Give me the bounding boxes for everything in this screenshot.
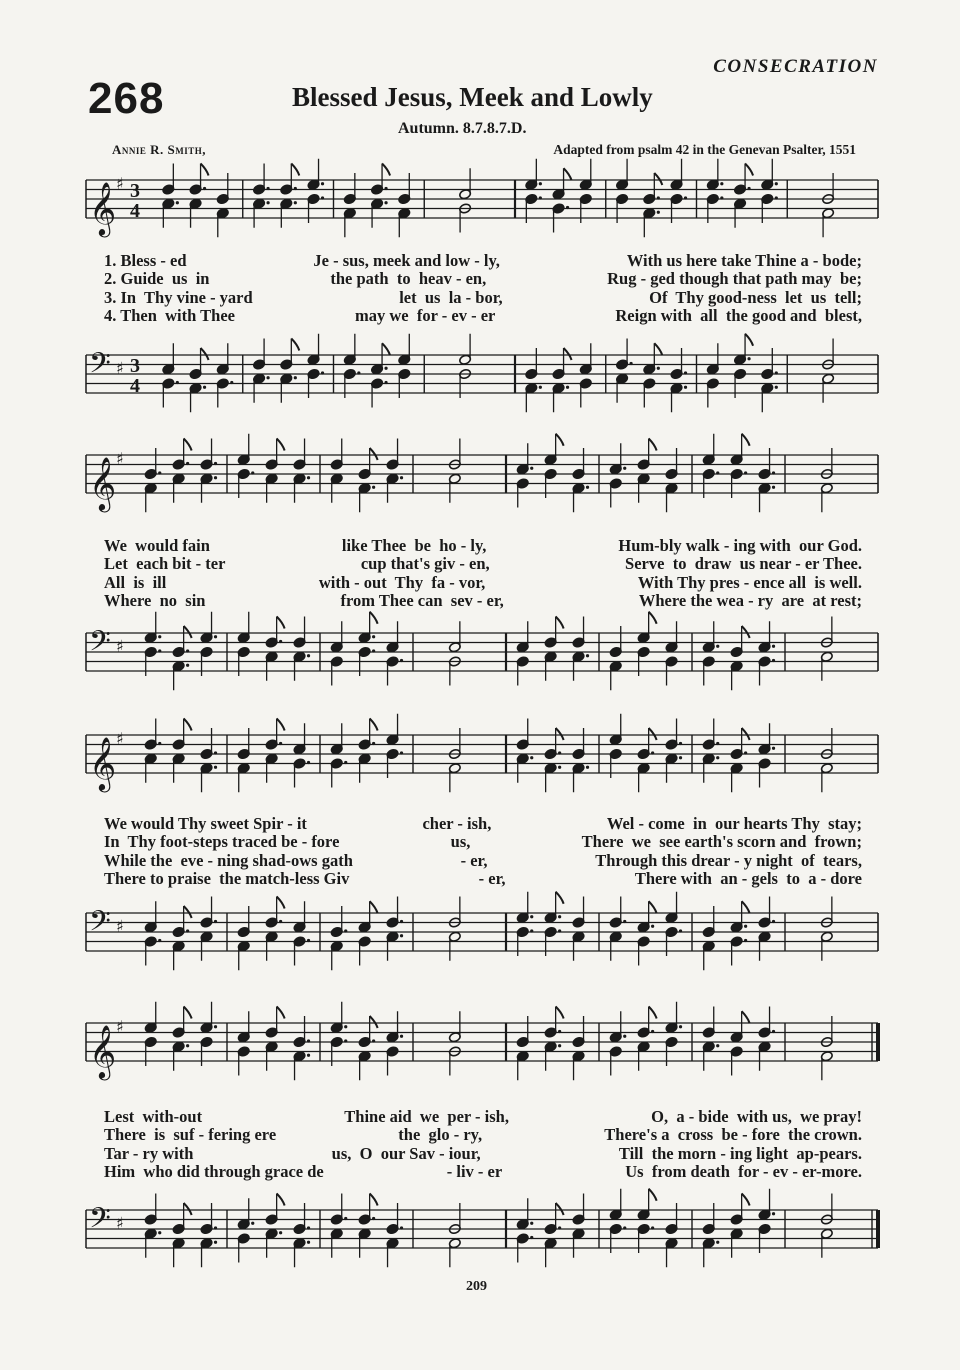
dot <box>400 751 403 754</box>
dot <box>684 386 687 389</box>
note-flag <box>556 892 564 904</box>
dot <box>186 1044 189 1047</box>
composer-credit: Adapted from psalm 42 in the Genevan Psalter, 1551 <box>553 142 856 157</box>
dot <box>623 920 626 923</box>
lyric-line: Lest with-out Thine aid we per - ish, O, a - bide with us, we pray! <box>104 1107 862 1126</box>
lyric-line: 2. Guide us in the path to heav - en, Rug - ged though that path may be; <box>104 269 862 289</box>
dot <box>400 1035 403 1038</box>
dot <box>716 1044 719 1047</box>
dot <box>344 929 347 932</box>
note-flag <box>654 173 662 185</box>
bass-staff-system-4 <box>0 1201 960 1270</box>
dot <box>772 659 775 662</box>
dot <box>716 1241 719 1244</box>
dot <box>344 761 347 764</box>
dot <box>775 182 778 185</box>
note-flag <box>564 348 572 360</box>
dot <box>586 486 589 489</box>
note-flag <box>291 339 299 351</box>
lyric-line: All is ill with - out Thy fa - vor, With Thy pres - ence all is well. <box>104 572 862 592</box>
note-flag <box>184 906 192 918</box>
time-signature-bottom: 4 <box>130 375 140 397</box>
dot <box>657 196 660 199</box>
dot <box>176 381 179 384</box>
dot <box>772 471 775 474</box>
note-flag <box>370 448 378 460</box>
lyric-line: 3. In Thy vine - yard let us la - bor, Of Thy good-ness let us tell; <box>104 287 862 307</box>
dot <box>214 1226 217 1229</box>
dot <box>651 1226 654 1229</box>
note-flag <box>742 901 750 913</box>
dot <box>629 362 632 365</box>
sharp-icon: ♯ <box>116 728 124 748</box>
dot <box>321 196 324 199</box>
lyric-line: There to praise the match-less Giv - er, There with an - gels to a - dore <box>104 868 862 888</box>
dot <box>307 939 310 942</box>
dot <box>214 920 217 923</box>
note-flag <box>184 439 192 451</box>
note-flag <box>556 728 564 740</box>
dot <box>384 187 387 190</box>
note-flag <box>382 164 390 176</box>
lyric-line: There is suf - fering ere the glo - ry, There's a cross be - fore the crown. <box>104 1125 862 1145</box>
lyric-line: Let each bit - ter cup that's giv - en, Serve to draw us near - er Thee. <box>104 554 862 574</box>
dot <box>747 187 750 190</box>
dot <box>321 371 324 374</box>
dot <box>279 1231 282 1234</box>
dot <box>372 1217 375 1220</box>
dot <box>400 1226 403 1229</box>
dot <box>623 467 626 470</box>
dot <box>772 645 775 648</box>
dot <box>203 187 206 190</box>
sharp-icon: ♯ <box>116 358 124 378</box>
note-flag <box>742 1011 750 1023</box>
dot <box>158 635 161 638</box>
note-flag <box>649 1189 657 1201</box>
dot <box>307 476 310 479</box>
note-flag <box>370 612 378 624</box>
dot <box>775 196 778 199</box>
dot <box>744 939 747 942</box>
time-signature-top: 3 <box>130 180 140 202</box>
dot <box>251 471 254 474</box>
dot <box>384 201 387 204</box>
dot <box>186 664 189 667</box>
dot <box>307 1241 310 1244</box>
bass-staff-system-1 <box>0 346 960 415</box>
bass-staff-system-3 <box>0 904 960 973</box>
note-flag <box>370 1194 378 1206</box>
bass-staff-system-2 <box>0 624 960 693</box>
note-flag <box>370 719 378 731</box>
dot <box>279 640 282 643</box>
dot <box>720 196 723 199</box>
dot <box>158 742 161 745</box>
lyrics-system-3 <box>104 815 862 888</box>
dot <box>372 486 375 489</box>
dot <box>158 939 161 942</box>
dot <box>623 1226 626 1229</box>
dot <box>307 1039 310 1042</box>
bass-clef-icon: 𝄢 <box>89 1201 111 1242</box>
dot <box>186 929 189 932</box>
note-flag <box>201 348 209 360</box>
dot <box>586 654 589 657</box>
dot <box>384 367 387 370</box>
note-flag <box>564 168 572 180</box>
dot <box>294 187 297 190</box>
note-flag <box>556 617 564 629</box>
note-flag <box>654 343 662 355</box>
note-flag <box>742 1194 750 1206</box>
dot <box>158 649 161 652</box>
author-credit: Annie R. Smith, <box>112 142 207 157</box>
dot <box>214 766 217 769</box>
dot <box>586 766 589 769</box>
dot <box>176 201 179 204</box>
dot <box>744 471 747 474</box>
dot <box>684 371 687 374</box>
dot <box>344 1217 347 1220</box>
note-flag <box>291 164 299 176</box>
time-signature-bottom: 4 <box>130 200 140 222</box>
lyric-line: Tar - ry with us, O our Sav - iour, Till the morn - ing light ap-pears. <box>104 1143 862 1163</box>
dot <box>158 1231 161 1234</box>
treble-clef-icon: 𝄞 <box>89 456 117 510</box>
dot <box>679 742 682 745</box>
note-flag <box>184 1007 192 1019</box>
dot <box>744 925 747 928</box>
sharp-icon: ♯ <box>116 173 124 193</box>
dot <box>716 756 719 759</box>
note-flag <box>277 1194 285 1206</box>
dot <box>186 462 189 465</box>
dot <box>344 1039 347 1042</box>
dot <box>186 649 189 652</box>
dot <box>530 1236 533 1239</box>
dot <box>307 761 310 764</box>
note-flag <box>277 897 285 909</box>
dot <box>400 659 403 662</box>
dot <box>657 211 660 214</box>
note-flag <box>184 719 192 731</box>
dot <box>530 915 533 918</box>
lyric-line: While the eve - ning shad-ows gath - er, Through this drear - y night of tears, <box>104 850 862 870</box>
dot <box>651 1030 654 1033</box>
sharp-icon: ♯ <box>116 1213 124 1233</box>
dot <box>307 1054 310 1057</box>
dot <box>679 756 682 759</box>
lyrics-system-2 <box>104 537 862 610</box>
lyric-line: 1. Bless - ed Je - sus, meek and low - ly, With us here take Thine a - bode; <box>104 251 862 270</box>
dot <box>344 1025 347 1028</box>
dot <box>558 1226 561 1229</box>
treble-clef-icon: 𝄞 <box>89 1024 117 1078</box>
lyric-line: We would Thy sweet Spir - it cher - ish, Wel - come in our hearts Thy stay; <box>104 814 862 833</box>
note-flag <box>184 1203 192 1215</box>
dot <box>716 645 719 648</box>
dot <box>716 742 719 745</box>
dot <box>372 649 375 652</box>
bass-clef-icon: 𝄢 <box>89 346 111 387</box>
lyric-line: Where no sin from Thee can sev - er, Where the wea - ry are at rest; <box>104 590 862 610</box>
dot <box>214 476 217 479</box>
lyrics-system-1 <box>104 252 862 325</box>
dot <box>775 371 778 374</box>
dot <box>772 1212 775 1215</box>
note-flag <box>649 439 657 451</box>
dot <box>400 934 403 937</box>
note-flag <box>745 334 753 346</box>
note-flag <box>370 1016 378 1028</box>
dot <box>230 381 233 384</box>
dot <box>679 1025 682 1028</box>
sharp-icon: ♯ <box>116 916 124 936</box>
dot <box>539 386 542 389</box>
dot <box>158 471 161 474</box>
dot <box>558 766 561 769</box>
hymn-title: Blessed Jesus, Meek and Lowly <box>292 82 653 112</box>
dot <box>321 182 324 185</box>
dot <box>530 756 533 759</box>
dot <box>384 381 387 384</box>
dot <box>651 751 654 754</box>
treble-clef-icon: 𝄞 <box>89 736 117 790</box>
note-flag <box>556 434 564 446</box>
note-flag <box>742 626 750 638</box>
note-flag <box>201 164 209 176</box>
dot <box>279 920 282 923</box>
note-flag <box>649 612 657 624</box>
dot <box>744 751 747 754</box>
bass-clef-icon: 𝄢 <box>89 624 111 665</box>
dot <box>530 929 533 932</box>
dot <box>266 376 269 379</box>
dot <box>651 925 654 928</box>
dot <box>372 1039 375 1042</box>
dot <box>558 751 561 754</box>
category-heading: CONSECRATION <box>713 56 878 77</box>
hymn-number: 268 <box>88 74 165 123</box>
dot <box>566 206 569 209</box>
note-flag <box>277 617 285 629</box>
dot <box>251 1222 254 1225</box>
dot <box>720 182 723 185</box>
note-flag <box>184 626 192 638</box>
dot <box>214 1241 217 1244</box>
sharp-icon: ♯ <box>116 1016 124 1036</box>
dot <box>684 196 687 199</box>
dot <box>307 1226 310 1229</box>
dot <box>203 386 206 389</box>
time-signature-top: 3 <box>130 355 140 377</box>
dot <box>214 1025 217 1028</box>
dot <box>214 751 217 754</box>
lyric-line: We would fain like Thee be ho - ly, Hum-bly walk - ing with our God. <box>104 536 862 555</box>
dot <box>214 635 217 638</box>
note-flag <box>649 1007 657 1019</box>
note-flag <box>556 1203 564 1215</box>
note-flag <box>277 719 285 731</box>
dot <box>657 367 660 370</box>
dot <box>530 467 533 470</box>
tune-name-meter: Autumn. 8.7.8.7.D. <box>398 120 527 137</box>
lyric-line: 4. Then with Thee may we for - ev - er Reign with all the good and blest, <box>104 305 862 325</box>
note-flag <box>649 901 657 913</box>
note-flag <box>742 728 750 740</box>
page-number: 209 <box>466 1279 487 1294</box>
dot <box>775 386 778 389</box>
dot <box>372 635 375 638</box>
note-flag <box>742 434 750 446</box>
dot <box>772 747 775 750</box>
treble-staff-system-4 <box>0 1016 960 1083</box>
sharp-icon: ♯ <box>116 448 124 468</box>
treble-staff-system-1 <box>0 173 960 240</box>
dot <box>558 915 561 918</box>
bass-clef-icon: 𝄢 <box>89 904 111 945</box>
dot <box>294 376 297 379</box>
treble-staff-system-3 <box>0 728 960 795</box>
dot <box>558 1030 561 1033</box>
dot <box>400 476 403 479</box>
dot <box>530 1222 533 1225</box>
note-flag <box>277 1007 285 1019</box>
lyrics-system-4 <box>104 1108 862 1181</box>
lyric-line: Him who did through grace de - liv - er Us from death for - ev - er-more. <box>104 1161 862 1181</box>
dot <box>279 742 282 745</box>
note-flag <box>556 1007 564 1019</box>
treble-staff-system-2 <box>0 448 960 515</box>
dot <box>294 201 297 204</box>
dot <box>372 742 375 745</box>
dot <box>539 182 542 185</box>
dot <box>400 920 403 923</box>
treble-clef-icon: 𝄞 <box>89 181 117 235</box>
dot <box>566 386 569 389</box>
dot <box>558 929 561 932</box>
dot <box>307 654 310 657</box>
dot <box>623 1035 626 1038</box>
note-flag <box>745 164 753 176</box>
dot <box>357 371 360 374</box>
dot <box>558 1044 561 1047</box>
dot <box>772 920 775 923</box>
dot <box>679 929 682 932</box>
dot <box>772 1030 775 1033</box>
dot <box>747 357 750 360</box>
note-flag <box>277 439 285 451</box>
note-flag <box>649 728 657 740</box>
lyric-line: In Thy foot-steps traced be - fore us, There we see earth's scorn and frown; <box>104 832 862 852</box>
dot <box>539 196 542 199</box>
note-flag <box>382 343 390 355</box>
dot <box>266 201 269 204</box>
note-flag <box>370 901 378 913</box>
sharp-icon: ♯ <box>116 636 124 656</box>
dot <box>266 187 269 190</box>
dot <box>772 486 775 489</box>
dot <box>214 462 217 465</box>
dot <box>716 471 719 474</box>
